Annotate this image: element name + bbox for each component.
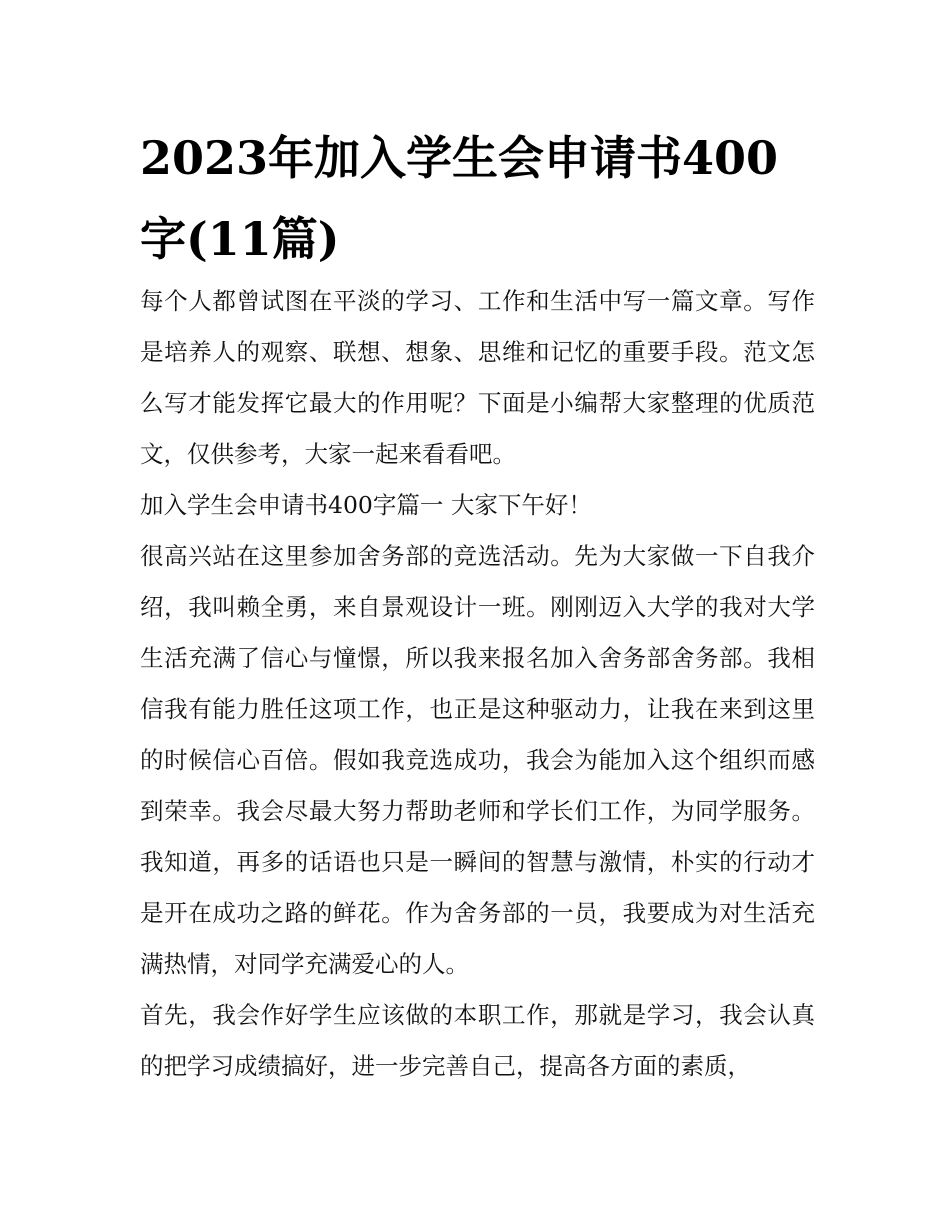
body-paragraph: 很高兴站在这里参加舍务部的竞选活动。先为大家做一下自我介绍，我叫赖全勇，来自景观设计一班。刚刚迈入大学的我对大学生活充满了信心与憧憬，所以我来报名加入舍务部舍务部。我相信我有能力胜任这项工作，也正是这种驱动力，让我在来到这里的时候信心百倍。假如我竞选成功，我会为能加入这个组织而感到荣幸。我会尽最大努力帮助老师和学长们工作，为同学服务。我知道，再多的话语也只是一瞬间的智慧与激情，朴实的行动才是开在成功之路的鲜花。作为舍务部的一员，我要成为对生活充满热情，对同学充满爱心的人。 (140, 542, 815, 978)
body-paragraph: 首先，我会作好学生应该做的本职工作，那就是学习，我会认真的把学习成绩搞好，进一步完善自己，提高各方面的素质， (140, 1001, 815, 1080)
document-title: 2023年加入学生会申请书400字(11篇) (140, 131, 779, 266)
intro-paragraph: 每个人都曾试图在平淡的学习、工作和生活中写一篇文章。写作是培养人的观察、联想、想象、思维和记忆的重要手段。范文怎么写才能发挥它最大的作用呢？下面是小编帮大家整理的优质范文，仅供参考，大家一起来看看吧。 (140, 287, 815, 468)
document-body (140, 276, 815, 1092)
section-heading-paragraph: 加入学生会申请书400字篇一 大家下午好！ (140, 491, 592, 519)
